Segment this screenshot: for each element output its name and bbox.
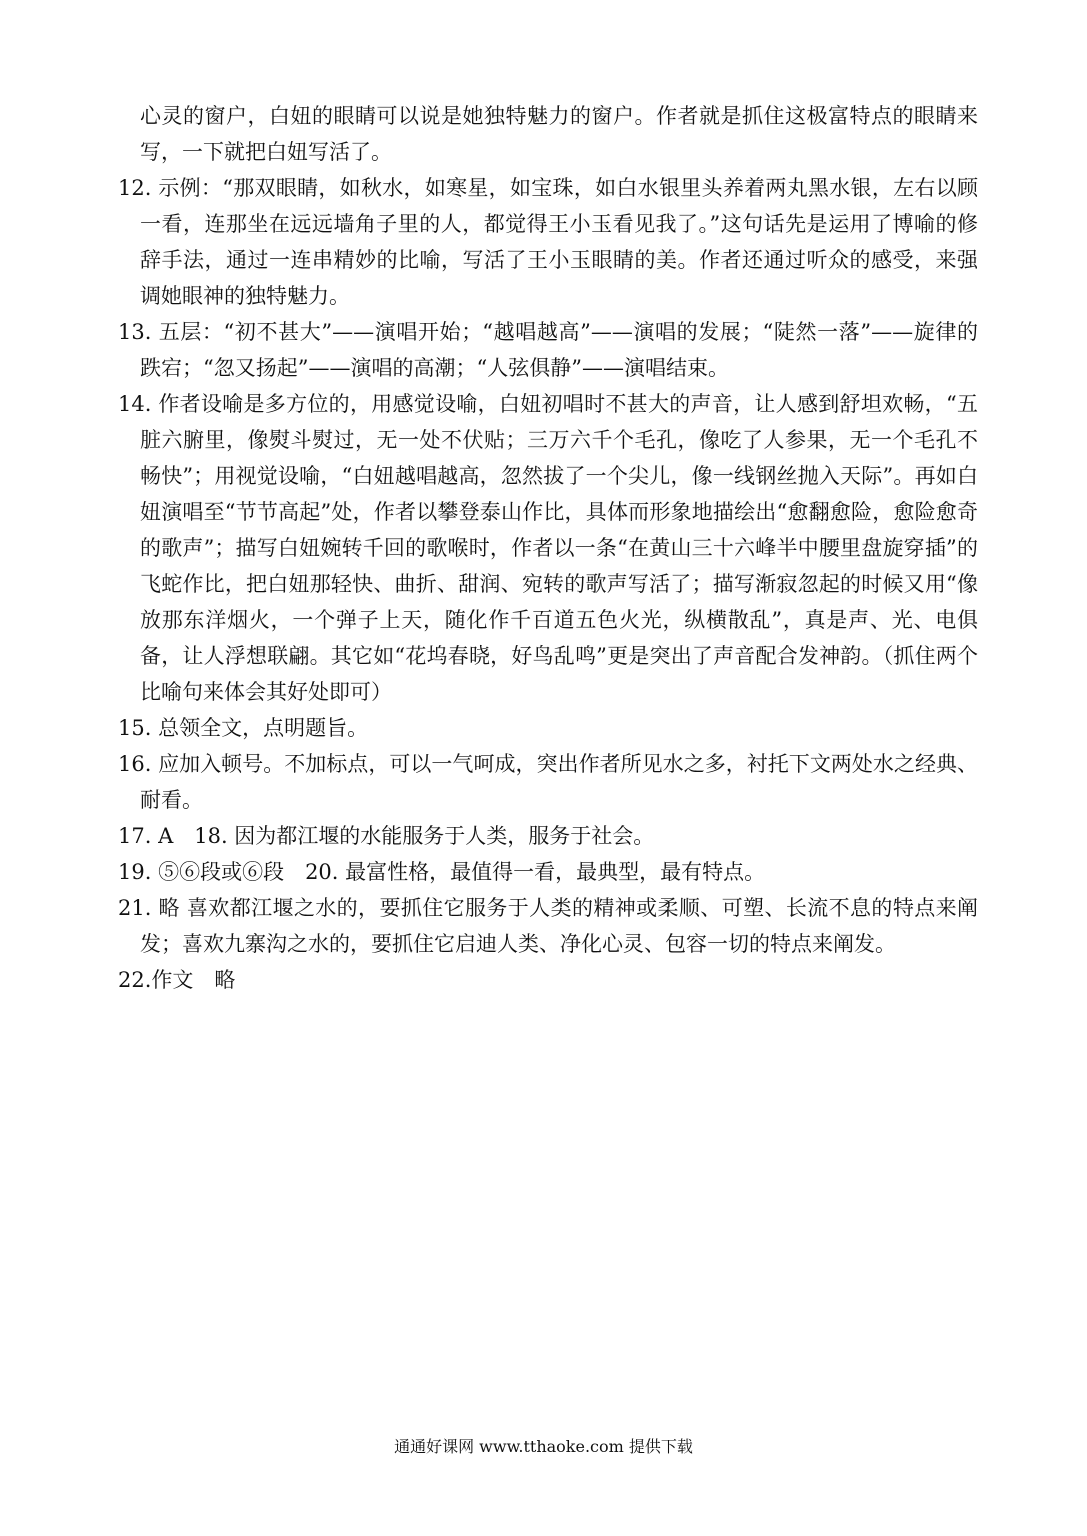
answer-21: 21. 略 喜欢都江堰之水的，要抓住它服务于人类的精神或柔顺、可塑、长流不息的特点来阐发；喜欢九寨沟之水的，要抓住它启迪人类、净化心灵、包容一切的特点来阐发。 (118, 896, 978, 956)
answer-16: 16. 应加入顿号。不加标点，可以一气呵成，突出作者所见水之多，衬托下文两处水之经典、耐看。 (118, 752, 978, 812)
intro-paragraph: 心灵的窗户，白妞的眼睛可以说是她独特魅力的窗户。作者就是抓住这极富特点的眼睛来写，一下就把白妞写活了。 (140, 104, 978, 164)
answer-14: 14. 作者设喻是多方位的，用感觉设喻，白妞初唱时不甚大的声音，让人感到舒坦欢畅，“五脏六腑里，像熨斗熨过，无一处不伏贴；三万六千个毛孔，像吃了人参果，无一个毛孔不畅快”；用视觉设喻，“白妞越唱越高，忽然拔了一个尖儿，像一线钢丝抛入天际”。再如白妞演唱至“节节高起”处，作者以攀登泰山作比，具体而形象地描绘出“愈翻愈险，愈险愈奇的歌声”；描写白妞婉转千回的歌喉时，作者以一条“在黄山三十六峰半中腰里盘旋穿插”的飞蛇作比，把白妞那轻快、曲折、甜润、宛转的歌声写活了；描写渐寂忽起的时候又用“像放那东洋烟火，一个弹子上天，随化作千百道五色火光，纵横散乱”，真是声、光、电俱备，让人浮想联翩。其它如“花坞春晓，好鸟乱鸣”更是突出了声音配合发神韵。（抓住两个比喻句来体会其好处即可） (118, 392, 978, 704)
answer-12: 12. 示例：“那双眼睛，如秋水，如寒星，如宝珠，如白水银里头养着两丸黑水银，左右以顾一看，连那坐在远远墙角子里的人，都觉得王小玉看见我了。”这句话先是运用了博喻的修辞手法，通过一连串精妙的比喻，写活了王小玉眼睛的美。作者还通过听众的感受，来强调她眼神的独特魅力。 (118, 176, 978, 308)
answer-19-20: 19. ⑤⑥段或⑥段 20. 最富性格，最值得一看，最典型，最有特点。 (118, 860, 766, 884)
page-footer: 通通好课网 www.tthaoke.com 提供下载 (394, 1437, 693, 1456)
answer-content (118, 98, 978, 998)
answer-15: 15. 总领全文，点明题旨。 (118, 716, 369, 740)
answer-22: 22.作文 略 (118, 968, 236, 992)
answer-13: 13. 五层：“初不甚大”——演唱开始；“越唱越高”——演唱的发展；“陡然一落”——旋律的跌宕；“忽又扬起”——演唱的高潮；“人弦俱静”——演唱结束。 (118, 320, 978, 380)
answer-17-18: 17. A 18. 因为都江堰的水能服务于人类，服务于社会。 (118, 824, 655, 848)
